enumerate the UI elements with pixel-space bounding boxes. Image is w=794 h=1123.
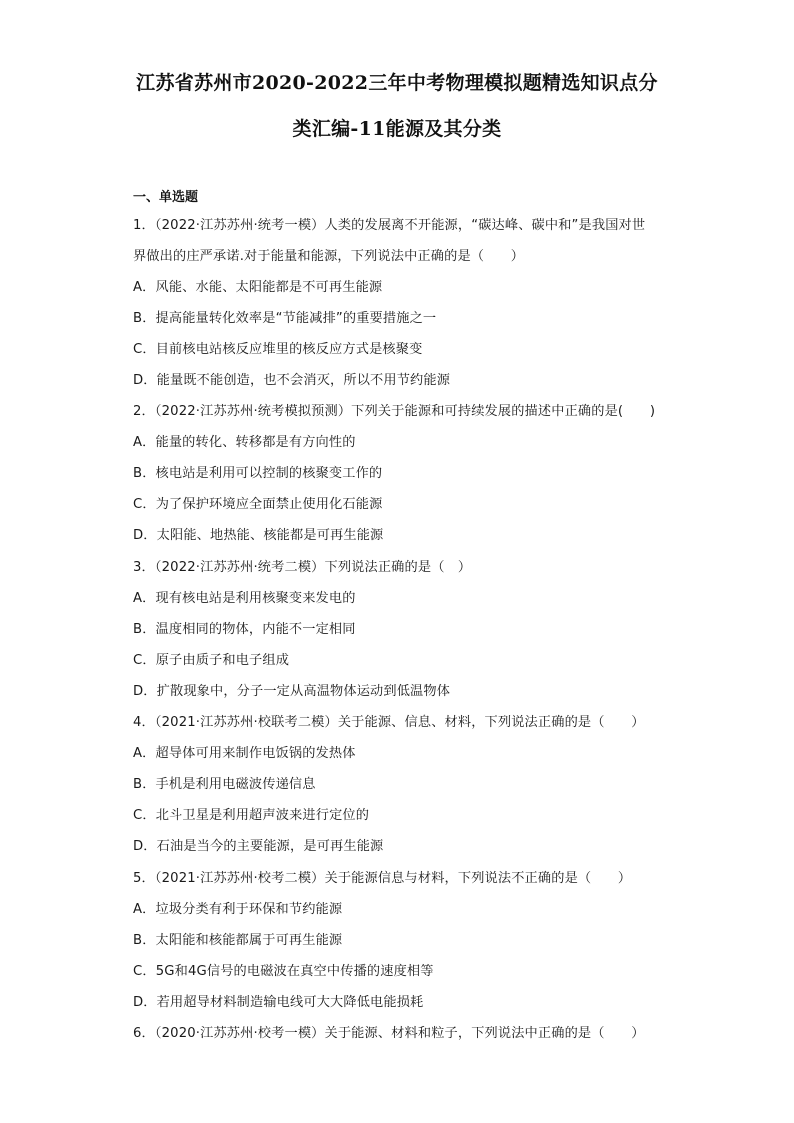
question-3-stem: 3．（2022·江苏苏州·统考二模）下列说法正确的是（ ） (133, 560, 472, 575)
question-2-option-b: B．核电站是利用可以控制的核聚变工作的 (133, 466, 383, 481)
question-1-option-b: B．提高能量转化效率是“节能减排”的重要措施之一 (133, 311, 437, 326)
question-3-option-c: C．原子由质子和电子组成 (133, 653, 290, 668)
question-1-option-a: A．风能、水能、太阳能都是不可再生能源 (133, 280, 383, 295)
question-3-option-d: D．扩散现象中，分子一定从高温物体运动到低温物体 (133, 684, 451, 699)
question-4-stem: 4．（2021·江苏苏州·校联考二模）关于能源、信息、材料，下列说法正确的是（ ） (133, 715, 645, 730)
section-heading: 一、单选题 (133, 190, 199, 205)
question-2-stem: 2．（2022·江苏苏州·统考模拟预测）下列关于能源和可持续发展的描述中正确的是( ) (133, 404, 656, 419)
question-5-stem: 5．（2021·江苏苏州·校考二模）关于能源信息与材料，下列说法不正确的是（ ） (133, 871, 632, 886)
question-1-stem-line-1: 1．（2022·江苏苏州·统考一模）人类的发展离不开能源，“碳达峰、碳中和”是我国对世 (133, 218, 646, 233)
question-2-option-a: A．能量的转化、转移都是有方向性的 (133, 435, 356, 450)
question-6-stem: 6．（2020·江苏苏州·校考一模）关于能源、材料和粒子，下列说法中正确的是（ ） (133, 1026, 645, 1041)
question-4-option-c: C．北斗卫星是利用超声波来进行定位的 (133, 808, 370, 823)
question-4-option-a: A．超导体可用来制作电饭锅的发热体 (133, 746, 356, 761)
question-3-option-a: A．现有核电站是利用核聚变来发电的 (133, 591, 356, 606)
question-5-option-d: D．若用超导材料制造输电线可大大降低电能损耗 (133, 995, 424, 1010)
question-1-stem-line-2: 界做出的庄严承诺.对于能量和能源，下列说法中正确的是（ ） (133, 249, 525, 264)
document-title-line-1: 江苏省苏州市2020-2022三年中考物理模拟题精选知识点分 (136, 72, 658, 94)
question-1-option-d: D．能量既不能创造，也不会消灭，所以不用节约能源 (133, 373, 451, 388)
document-title-line-2: 类汇编-11能源及其分类 (292, 118, 502, 140)
question-5-option-b: B．太阳能和核能都属于可再生能源 (133, 933, 343, 948)
question-1-option-c: C．目前核电站核反应堆里的核反应方式是核聚变 (133, 342, 423, 357)
question-2-option-c: C．为了保护环境应全面禁止使用化石能源 (133, 497, 383, 512)
question-3-option-b: B．温度相同的物体，内能不一定相同 (133, 622, 356, 637)
question-5-option-c: C．5G和4G信号的电磁波在真空中传播的速度相等 (133, 964, 434, 979)
question-4-option-b: B．手机是利用电磁波传递信息 (133, 777, 316, 792)
question-5-option-a: A．垃圾分类有利于环保和节约能源 (133, 902, 343, 917)
question-4-option-d: D．石油是当今的主要能源，是可再生能源 (133, 839, 384, 854)
question-2-option-d: D．太阳能、地热能、核能都是可再生能源 (133, 528, 384, 543)
